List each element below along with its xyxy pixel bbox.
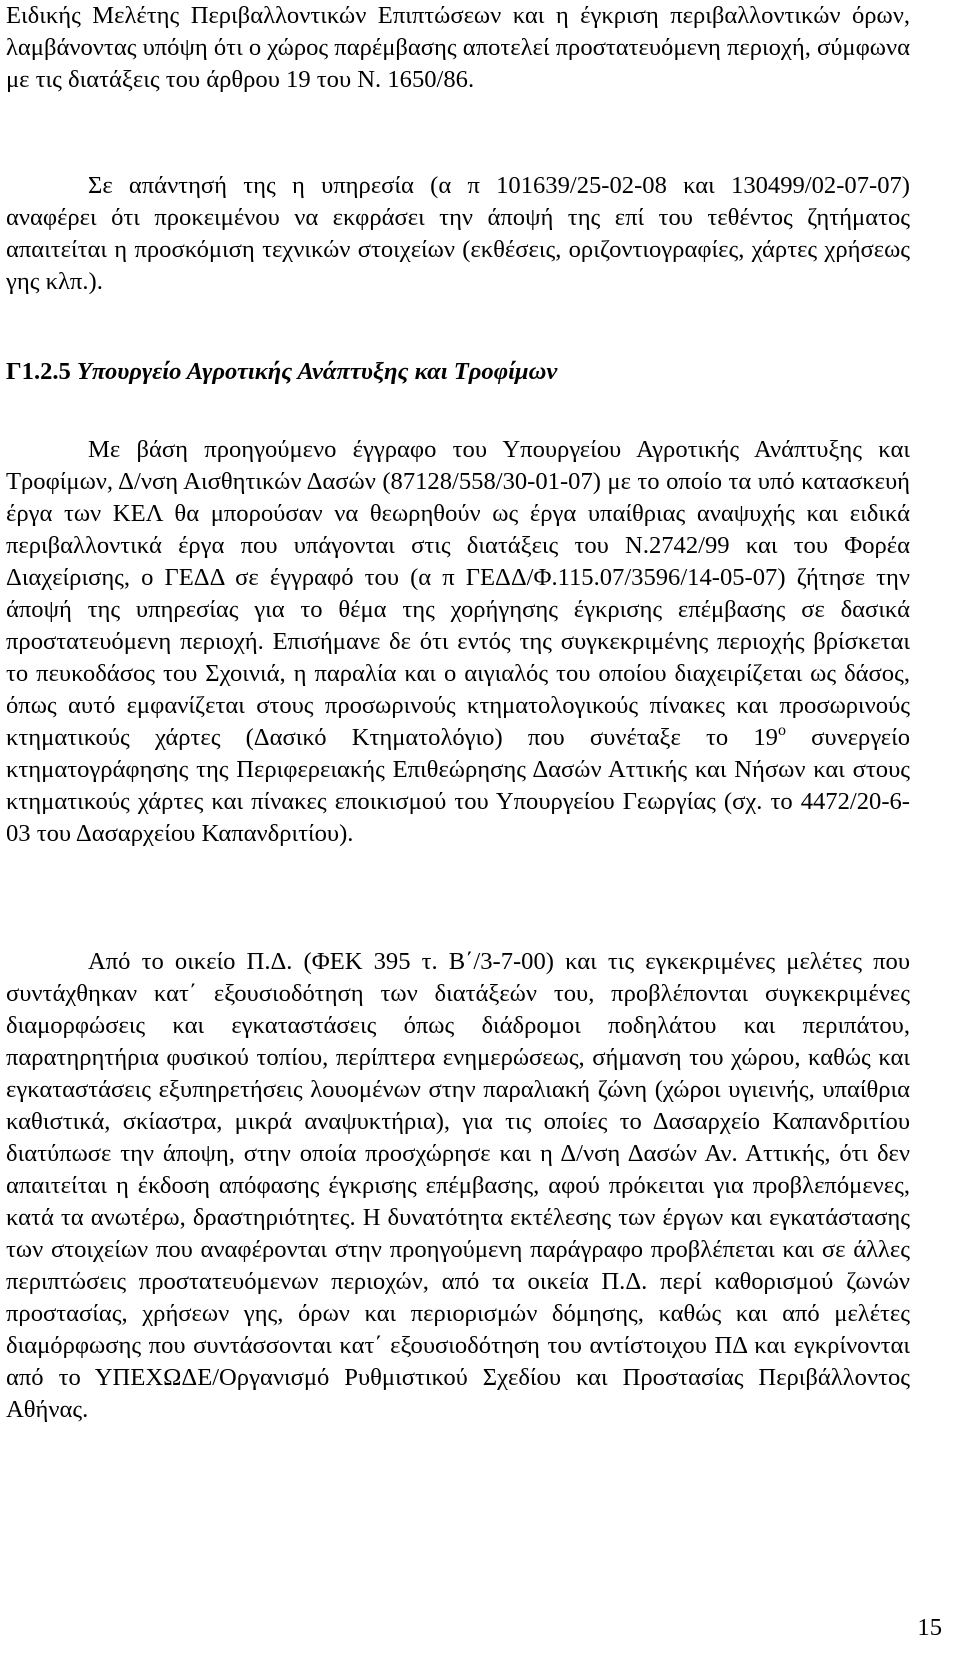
paragraph-presidential-decree: Από το οικείο Π.Δ. (ΦΕΚ 395 τ. Β΄/3-7-00) και τις εγκεκριμένες μελέτες που συντάχθηκαν κατ΄ εξουσιοδότηση των διατάξεών του, προβλέπονται συγκεκριμένες διαμορφώσεις και εγκαταστάσεις όπως διάδρομοι ποδηλάτου και περιπάτου, παρατηρητήρια φυσικού τοπίου, περίπτερα ενημερώσεως, σήμανση του χώρου, καθώς και εγκαταστάσεις εξυπηρετήσεις λουομένων στην παραλιακή ζώνη (χώροι υγιεινής, υπαίθρια καθιστικά, σκίαστρα, μικρά αναψυκτήρια), για τις οποίες το Δασαρχείο Καπανδριτίου διατύπωσε την άποψη, στην οποία προσχώρησε και η Δ/νση Δασών Αν. Αττικής, ότι δεν απαιτείται η έκδοση απόφασης έγκρισης επέμβασης, αφού πρόκειται για προβλεπόμενες, κατά τα ανωτέρω, δραστηριότητες. Η δυνατότητα εκτέλεσης των έργων και εγκατάστασης των στοιχείων που αναφέρονται στην προηγούμενη παράγραφο προβλέπεται και σε άλλες περιπτώσεις προστατευόμενων περιοχών, από τα οικεία Π.Δ. περί καθορισμού ζωνών προστασίας, χρήσεων γης, όρων και περιορισμών δόμησης, καθώς και από μελέτες διαμόρφωσης που συντάσσονται κατ΄ εξουσιοδότηση του αντίστοιχου ΠΔ και εγκρίνονται από το ΥΠΕΧΩΔΕ/Οργανισμό Ρυθμιστικού Σχεδίου και Προστασίας Περιβάλλοντος Αθήνας. [6, 948, 910, 1423]
ordinal-superscript: ο [777, 722, 786, 739]
paragraph-intro-continuation: Ειδικής Μελέτης Περιβαλλοντικών Επιπτώσεων και η έγκριση περιβαλλοντικών όρων, λαμβάνοντας υπόψη ότι ο χώρος παρέμβασης αποτελεί προστατευόμενη περιοχή, σύμφωνα με τις διατάξεις του άρθρου 19 του Ν. 1650/86. [6, 2, 910, 93]
paragraph-service-response: Σε απάντησή της η υπηρεσία (α π 101639/25-02-08 και 130499/02-07-07) αναφέρει ότι προκειμένου να εκφράσει την άποψή της επί του τεθέντος ζητήματος απαιτείται η προσκόμιση τεχνικών στοιχείων (εκθέσεις, οριζοντιογραφίες, χάρτες χρήσεως γης κλπ.). [6, 172, 910, 295]
paragraph-ministry-text-b: συνεργείο κτηματογράφησης της Περιφερειακής Επιθεώρησης Δασών Αττικής και Νήσων και στους κτηματικούς χάρτες και πίνακες εποικισμού του Υπουργείου Γεωργίας (σχ. το 4472/20-6-03 του Δασαρχείου Καπανδριτίου). [6, 724, 911, 847]
page-number: 15 [917, 1614, 942, 1641]
section-heading [6, 356, 557, 388]
section-title: Υπουργείο Αγροτικής Ανάπτυξης και Τροφίμων [76, 358, 558, 385]
paragraph-ministry-document [6, 434, 910, 850]
section-number: Γ1.2.5 [6, 358, 71, 385]
paragraph-ministry-text-a: Με βάση προηγούμενο έγγραφο του Υπουργείου Αγροτικής Ανάπτυξης και Τροφίμων, Δ/νση Αισθητικών Δασών (87128/558/30-01-07) με το οποίο τα υπό κατασκευή έργα των ΚΕΛ θα μπορούσαν να θεωρηθούν ως έργα υπαίθριας αναψυχής και ειδικά περιβαλλοντικά έργα που υπάγονται στις διατάξεις του Ν.2742/99 και του Φορέα Διαχείρισης, ο ΓΕΔΔ σε έγγραφό του (α π ΓΕΔΔ/Φ.115.07/3596/14-05-07) ζήτησε την άποψή της υπηρεσίας για το θέμα της χορήγησης έγκρισης επέμβασης σε δασικά προστατευόμενη περιοχή. Επισήμανε δε ότι εντός της συγκεκριμένης περιοχής βρίσκεται το πευκοδάσος του Σχοινιά, η παραλία και ο αιγιαλός του οποίου διαχειρίζεται ως δάσος, όπως αυτό εμφανίζεται στους προσωρινούς κτηματολογικούς πίνακες και προσωρινούς κτηματικούς χάρτες (Δασικό Κτηματολόγιο) που συνέταξε το 19 [6, 436, 910, 751]
